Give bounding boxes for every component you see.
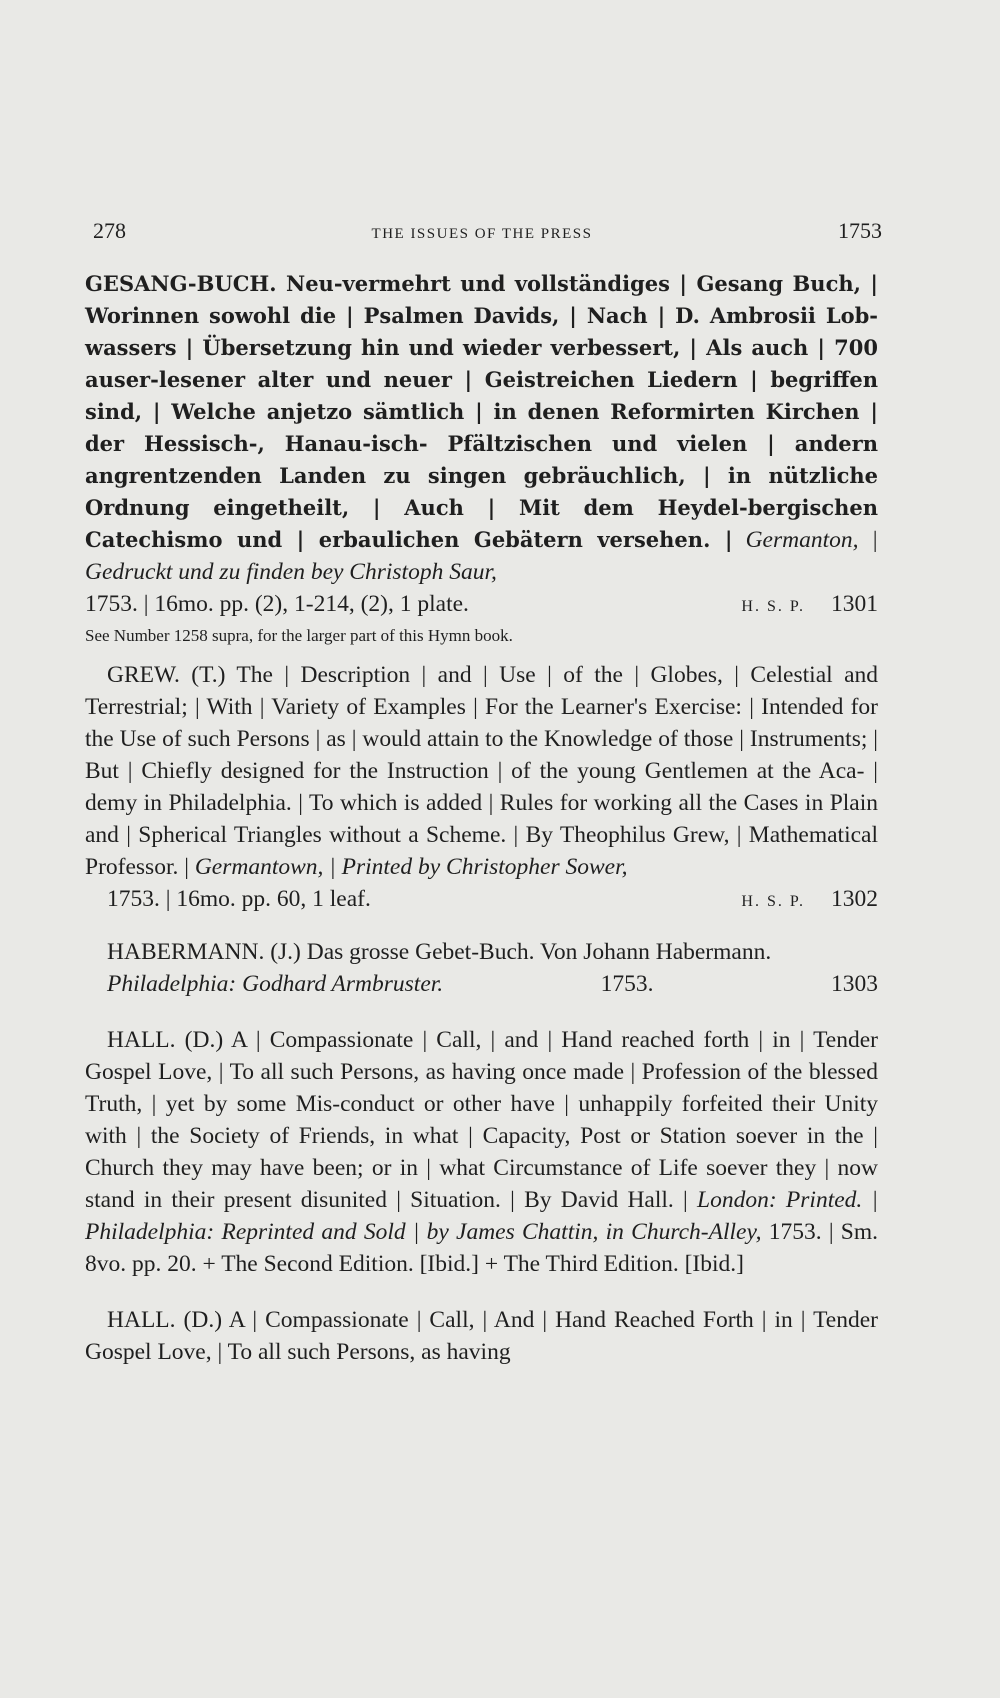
entry-note: See Number 1258 supra, for the larger part of this Hymn book.: [85, 626, 513, 645]
entry-1302: [85, 659, 878, 918]
entry-text: GESANG-BUCH. Neu-vermehrt und vollständiges | Gesang Buch, | Worinnen sowohl die | Psalmen Davids, | Nach | D. Ambrosii Lob-wassers | Übersetzung hin und wieder verbessert, | Als auch | 700 auser-lesener alter und neuer | Geistreichen Liedern | begriffen sind, | Welche anjetzo sämtlich | in denen Reformirten Kirchen | der Hessisch-, Hanau-isch- Pfältzischen und vielen | andern angrentzenden Landen zu singen gebräuchlich, | in nützliche Ordnung eingetheilt, | Auch | Mit dem Heydel-bergischen Catechismo und | erbaulichen Gebätern versehen. |: [85, 271, 878, 552]
entry-reference: [721, 588, 878, 623]
page-number: 278: [93, 218, 126, 243]
entry-imprint: Germanton, | Gedruckt und zu finden bey Christoph Saur,: [85, 527, 879, 585]
entry-imprint: London: Printed. | Philadelphia: Reprinted and Sold | by James Chattin, in Church-Alley,: [85, 1187, 878, 1245]
entry-text: HALL. (D.) A | Compassionate | Call, | and | Hand reached forth | in | Tender Gospel Love, | To all such Persons, as having once made | Profession of the blessed Truth, | yet by some Mis-conduct or other have | unhappily forfeited their Unity with | the Society of Friends, in what | Capacity, Post or Station soever in the | Church they may have been; or in | what Circumstance of Life soever they | now stand in their present disunited | Situation. | By David Hall. |: [85, 1027, 878, 1213]
entry-1303: [85, 936, 878, 1000]
entry-details: 1753. | 16mo. pp. 60, 1 leaf.: [107, 886, 371, 912]
entry-text: GREW. (T.) The | Description | and | Use | of the | Globes, | Celestial and Terrestrial; | With | Variety of Examples | For the Learner's Exercise: | Intended for the Use of such Persons | as | would attain to the Knowledge of those | Instruments; | But | Chiefly designed for the Instruction | of the young Gentlemen at the Aca- | demy in Philadelphia. | To which is added | Rules for working all the Cases in Plain and | Spherical Triangles without a Scheme. | By Theophilus Grew, | Mathematical Professor. |: [85, 662, 878, 880]
entry-reference: [699, 883, 878, 918]
entry-number: 1301: [831, 591, 878, 617]
header-year: 1753: [838, 218, 882, 243]
entry-1301: [85, 268, 878, 649]
entry-details: 1753. | 16mo. pp. (2), 1-214, (2), 1 plate.: [85, 591, 469, 617]
running-title: THE ISSUES OF THE PRESS: [371, 226, 593, 242]
entry-text: HABERMANN. (J.) Das grosse Gebet-Buch. Von Johann Habermann.: [107, 939, 772, 965]
entry-source: H. S. P.: [741, 598, 805, 615]
page-content: [85, 268, 878, 1368]
running-header: [93, 218, 882, 248]
entry-source: H. S. P.: [741, 893, 805, 910]
entry-hall-compassionate-call: [85, 1024, 878, 1280]
entry-details: 1753.: [600, 971, 654, 997]
entry-number: 1303: [831, 971, 878, 997]
entry-imprint: Philadelphia: Godhard Armbruster.: [107, 971, 444, 997]
entry-hall-compassionate-call-continued: [85, 1304, 878, 1368]
entry-imprint: Germantown, | Printed by Christopher Sower,: [194, 854, 628, 880]
entry-text: HALL. (D.) A | Compassionate | Call, | And | Hand Reached Forth | in | Tender Gospel Love, | To all such Persons, as having: [85, 1307, 878, 1365]
entry-number: 1302: [831, 886, 878, 912]
entry-details: 1753. | Sm. 8vo. pp. 20. + The Second Edition. [Ibid.] + The Third Edition. [Ibid.]: [85, 1219, 879, 1277]
